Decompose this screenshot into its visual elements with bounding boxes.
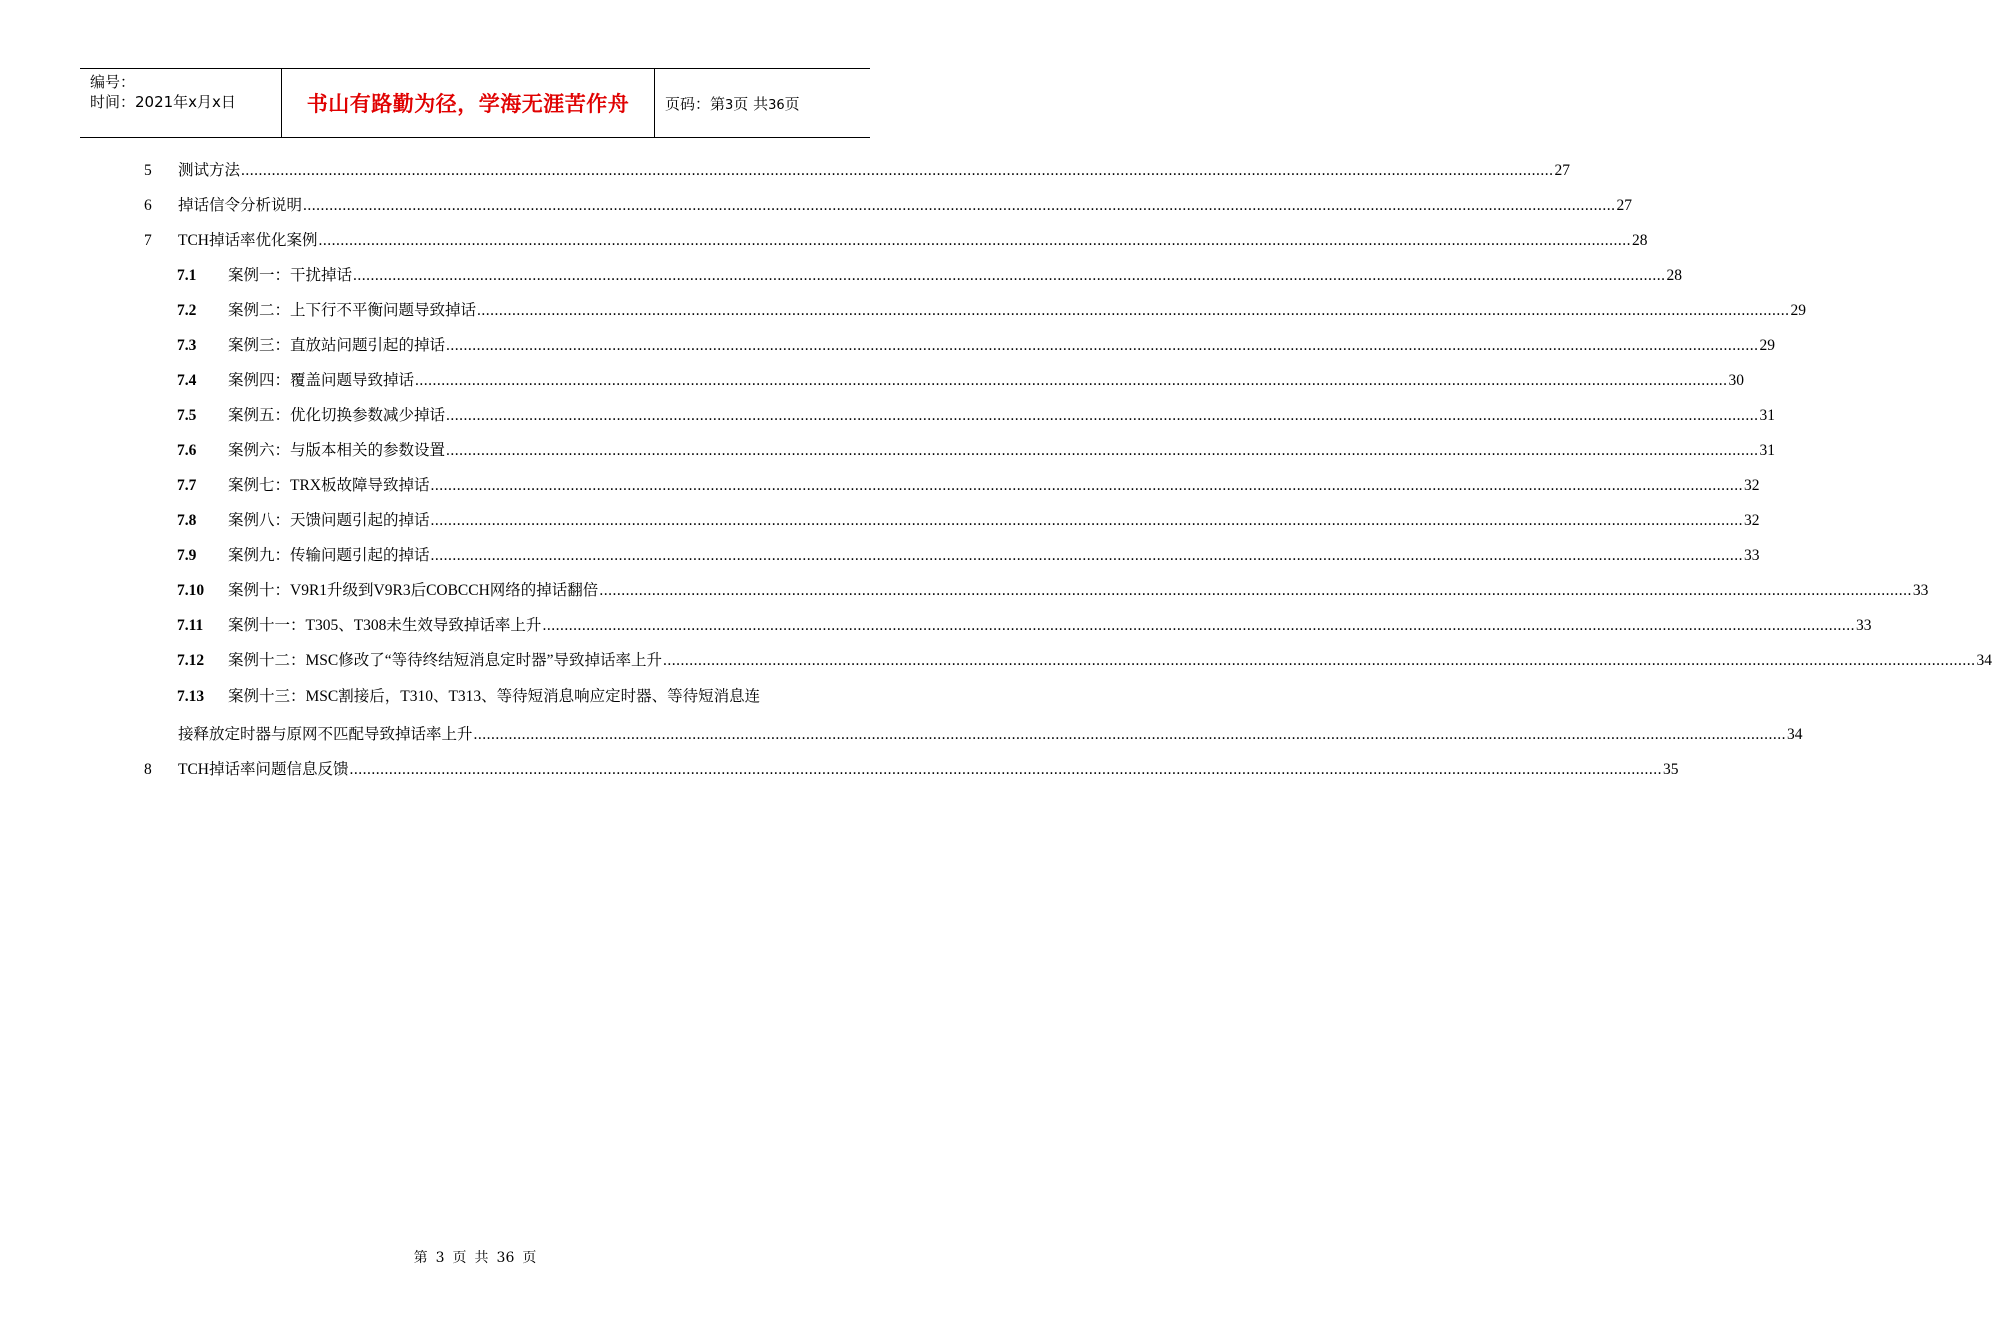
toc-entry[interactable] [0, 650, 1992, 672]
toc-number: 7.6 [177, 442, 197, 459]
header-page-num: 3 [725, 97, 734, 113]
toc-entry-continuation[interactable] [0, 724, 1803, 746]
toc-title: 案例六：与版本相关的参数设置 [228, 442, 446, 459]
toc-entry[interactable] [0, 440, 1776, 462]
toc-number: 7.9 [177, 547, 197, 564]
toc-leader: ............................................................................................................................................................................................................................................................................................................ [318, 232, 1632, 249]
toc-entry[interactable] [0, 300, 1807, 322]
footer-total: 36 [496, 1250, 515, 1266]
toc-entry[interactable] [0, 510, 1760, 532]
toc-entry[interactable] [0, 545, 1760, 567]
toc-number: 7.7 [177, 477, 197, 494]
toc-entry[interactable] [0, 265, 1683, 287]
toc-page: 31 [1759, 407, 1776, 424]
header-page-info [655, 93, 800, 114]
header-date-label: 时间：2021年x月x日 [90, 93, 236, 111]
toc-page: 27 [1616, 197, 1633, 214]
toc-leader: ............................................................................................................................................................................................................................................................................................................ [430, 547, 1744, 564]
toc-number: 7.3 [177, 337, 197, 354]
header-page-mid: 页 共 [733, 94, 769, 113]
toc-leader: ............................................................................................................................................................................................................................................................................................................ [477, 302, 1790, 319]
footer-page: 3 [435, 1250, 445, 1266]
header-motto-cell [282, 69, 655, 137]
header-page-total: 36 [768, 97, 785, 113]
toc-leader: ............................................................................................................................................................................................................................................................................................................ [473, 726, 1787, 743]
toc-leader: ............................................................................................................................................................................................................................................................................................................ [446, 407, 1759, 424]
toc-leader: ............................................................................................................................................................................................................................................................................................................ [599, 582, 1912, 599]
header-page-label: 页码：第 [665, 94, 726, 113]
toc-entry[interactable] [0, 475, 1760, 497]
toc-title-line1: 案例十三：MSC割接后，T310、T313、等待短消息响应定时器、等待短消息连 [228, 688, 761, 705]
toc-page: 30 [1728, 372, 1745, 389]
toc-number: 7.8 [177, 512, 197, 529]
toc-title: 案例十：V9R1升级到V9R3后COBCCH网络的掉话翻倍 [228, 582, 599, 599]
toc-page: 27 [1554, 162, 1571, 179]
toc-leader: ............................................................................................................................................................................................................................................................................................................ [241, 162, 1554, 179]
toc-number: 7.4 [177, 372, 197, 389]
toc-entry[interactable] [0, 335, 1776, 357]
toc-entry[interactable] [0, 615, 1872, 637]
toc-leader: ............................................................................................................................................................................................................................................................................................................ [430, 512, 1744, 529]
toc-page: 33 [1912, 582, 1929, 599]
header-page-end: 页 [784, 94, 800, 113]
toc-title: 案例十二：MSC修改了“等待终结短消息定时器”导致掉话率上升 [228, 652, 663, 669]
toc-entry[interactable] [0, 160, 1571, 182]
toc-entry[interactable] [0, 759, 1679, 781]
header-number-label: 编号： [90, 73, 136, 91]
toc-number: 7.12 [177, 652, 205, 669]
toc-entry[interactable] [0, 686, 950, 708]
toc-number: 5 [144, 162, 152, 179]
toc-number: 6 [144, 197, 152, 214]
toc-title: 测试方法 [178, 162, 241, 179]
toc-title: 案例九：传输问题引起的掉话 [228, 547, 430, 564]
toc-title: TCH掉话率问题信息反馈 [178, 761, 349, 778]
toc-page: 28 [1632, 232, 1648, 249]
toc-page: 34 [1787, 726, 1803, 743]
toc-leader: ............................................................................................................................................................................................................................................................................................................ [430, 477, 1744, 494]
toc-page: 28 [1666, 267, 1683, 284]
toc-leader: ............................................................................................................................................................................................................................................................................................................ [663, 652, 1976, 669]
toc-leader: ............................................................................................................................................................................................................................................................................................................ [542, 617, 1855, 634]
toc-page: 32 [1744, 477, 1760, 494]
toc-page: 32 [1744, 512, 1760, 529]
toc-title: TCH掉话率优化案例 [178, 232, 318, 249]
toc-title-line2: 接释放定时器与原网不匹配导致掉话率上升 [178, 726, 473, 743]
footer-prefix: 第 [413, 1250, 428, 1266]
toc-leader: ............................................................................................................................................................................................................................................................................................................ [415, 372, 1728, 389]
toc-page: 29 [1790, 302, 1807, 319]
toc-title: 掉话信令分析说明 [178, 197, 303, 214]
toc-leader: ............................................................................................................................................................................................................................................................................................................ [446, 442, 1759, 459]
toc-entry[interactable] [0, 580, 1929, 602]
toc-page: 33 [1855, 617, 1872, 634]
page-header [80, 68, 870, 138]
toc-page: 29 [1759, 337, 1776, 354]
toc-number: 7.5 [177, 407, 197, 424]
toc-page: 31 [1759, 442, 1776, 459]
toc-page: 33 [1744, 547, 1760, 564]
toc-number: 7.11 [177, 617, 204, 634]
header-motto: 书山有路勤为径，学海无涯苦作舟 [306, 92, 630, 116]
toc-entry[interactable] [0, 405, 1776, 427]
toc-entry[interactable] [0, 195, 1633, 217]
toc-entry[interactable] [0, 370, 1745, 392]
footer-total-label: 共 [474, 1250, 489, 1266]
header-page-cell [655, 69, 870, 137]
toc-title: 案例八：天馈问题引起的掉话 [228, 512, 430, 529]
toc-page: 35 [1663, 761, 1679, 778]
toc-title: 案例四：覆盖问题导致掉话 [228, 372, 415, 389]
page-footer [0, 1247, 950, 1267]
toc-leader: ............................................................................................................................................................................................................................................................................................................ [303, 197, 1616, 214]
footer-mid: 页 [452, 1250, 467, 1266]
toc-number: 7.10 [177, 582, 205, 599]
toc-number: 7.13 [177, 688, 205, 705]
toc-number: 7 [144, 232, 152, 249]
toc-title: 案例五：优化切换参数减少掉话 [228, 407, 446, 424]
header-meta [80, 69, 282, 137]
toc-number: 7.1 [177, 267, 197, 284]
toc-leader: ............................................................................................................................................................................................................................................................................................................ [353, 267, 1666, 284]
toc-title: 案例一：干扰掉话 [228, 267, 353, 284]
toc-number: 7.2 [177, 302, 197, 319]
toc-title: 案例七：TRX板故障导致掉话 [228, 477, 430, 494]
toc-leader: ............................................................................................................................................................................................................................................................................................................ [446, 337, 1759, 354]
toc-title: 案例三：直放站问题引起的掉话 [228, 337, 446, 354]
toc-page: 34 [1976, 652, 1992, 669]
toc-entry[interactable] [0, 230, 1648, 252]
toc-title: 案例十一：T305、T308未生效导致掉话率上升 [228, 617, 542, 634]
toc-leader: ............................................................................................................................................................................................................................................................................................................ [349, 761, 1663, 778]
footer-suffix: 页 [522, 1250, 537, 1266]
toc-title: 案例二：上下行不平衡问题导致掉话 [228, 302, 477, 319]
toc-number: 8 [144, 761, 152, 778]
